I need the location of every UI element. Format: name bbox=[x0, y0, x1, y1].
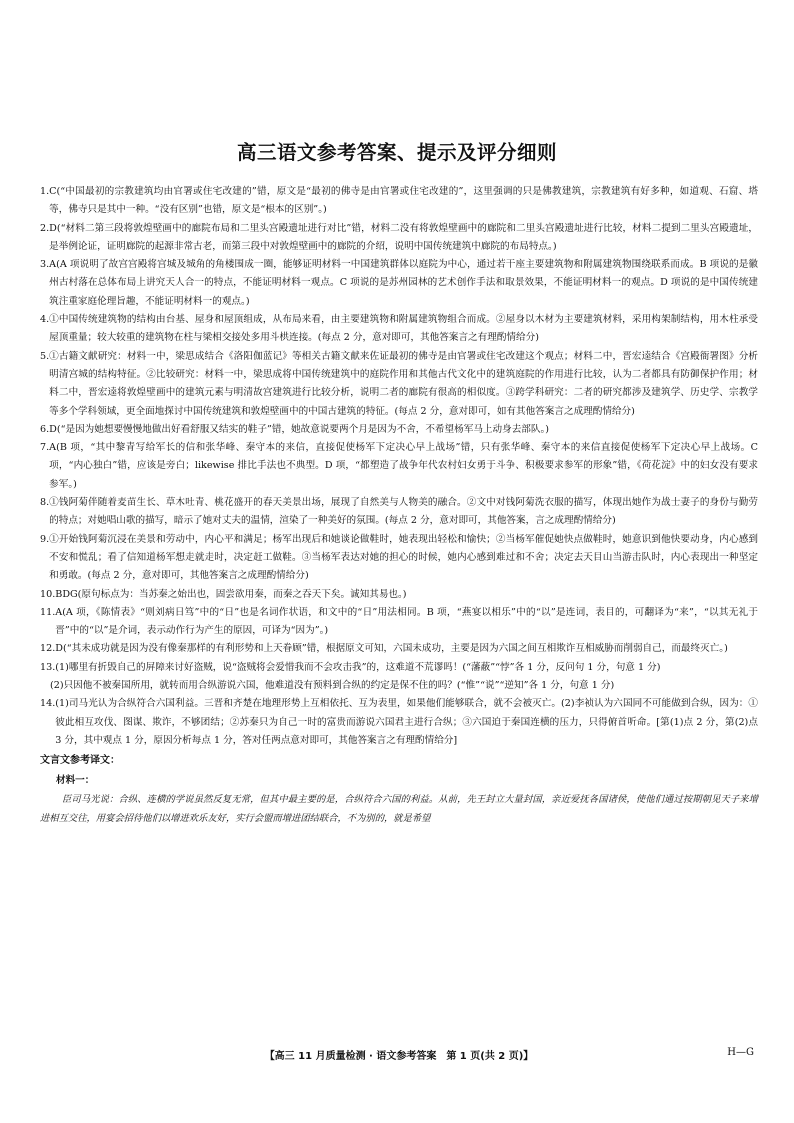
item-number: 10. bbox=[40, 588, 56, 600]
answer-item bbox=[40, 531, 758, 586]
item-number: 4. bbox=[40, 314, 50, 326]
item-text: (1)司马光认为合纵符合六国利益。三晋和齐楚在地理形势上互相依托、互为表里，如果他们能够联合，就不会被灭亡。(2)李祯认为六国同不可能做到合纵，因为：①彼此相互攻伐、图谋、欺诈，不够团结；②苏秦只为自己一时的富贵而游说六国君主进行合纵；③六国迫于秦国连横的压力，只得俯首听命。[第(1)点 2 分，第(2)点 3 分，其中观点 1 分，原因分析每点 1 分，答对任两点意对即可，其他答案言之有理酌情给分] bbox=[55, 698, 758, 746]
answer-item bbox=[40, 586, 758, 604]
answer-item bbox=[40, 183, 758, 220]
item-number: 11. bbox=[40, 606, 56, 618]
answer-item bbox=[40, 220, 758, 257]
answer-item bbox=[40, 494, 758, 531]
item-number: 3. bbox=[40, 259, 50, 271]
footer-page-info: 【高三 11 月质量检测 · 语文参考答案 第 1 页(共 2 页)】 bbox=[264, 1051, 534, 1062]
item-text: (1)哪里有折毁自己的屏障来讨好盗贼，说“盗贼将会爱惜我而不会攻击我”的，这难道不荒谬吗！(“藩蔽”“悖”各 1 分，反问句 1 分，句意 1 分) bbox=[55, 661, 661, 673]
footer-code: H—G bbox=[727, 1047, 754, 1058]
item-text: D(“其未成功就是因为没有像秦那样的有利形势和上天眷顾”错，根据原文可知，六国未成功，主要是因为六国之间互相欺诈互相威胁而削弱自己，而最终灭亡。) bbox=[55, 643, 728, 655]
answer-item bbox=[40, 311, 758, 348]
item-number: 9. bbox=[40, 533, 50, 545]
translation-paragraph: 臣司马光说：合纵、连横的学说虽然反复无常，但其中最主要的是，合纵符合六国的利益。从前，先王封立大量封国，亲近爱抚各国诸侯，使他们通过按期朝见天子来增进相互交往，用宴会招待他们以增进欢乐友好，实行会盟而增进团结联合，不为别的，就是希望 bbox=[40, 794, 758, 825]
item-number: 12. bbox=[40, 643, 56, 655]
item-number: 5. bbox=[40, 350, 50, 362]
item-text: ①古籍文献研究：材料一中，梁思成结合《洛阳伽蓝记》等相关古籍文献来佐证最初的佛寺是由官署或住宅改建这个观点；材料二中，晋宏逵结合《宫殿衙署图》分析明清宫城的结构特征。②比较研究：材料一中，梁思成将中国传统建筑中的庭院作用和其他古代文化中的建筑庭院的作用进行比较，认为二者都具有防御保护作用；材料二中，晋宏逵将敦煌壁画中的建筑元素与明清故宫建筑进行比较分析，说明二者的廊院有很高的相似度。③跨学科研究：二者的研究都涉及建筑学、历史学、宗教学等多个学科领域，更全面地探讨中国传统建筑和敦煌壁画中的中国古建筑的特征。(每点 2 分，意对即可，如有其他答案言之成理酌情给分) bbox=[49, 350, 758, 417]
answer-item bbox=[40, 604, 758, 641]
item-number: 14. bbox=[40, 698, 56, 710]
item-text: BDG(原句标点为：当苏秦之始出也，固尝欲用秦，而秦之吞天下矣。诚知其易也。) bbox=[55, 588, 407, 600]
item-text: C(“中国最初的宗教建筑均由官署或住宅改建的”错，原文是“最初的佛寺是由官署或住宅改建的”，这里强调的只是佛教建筑，宗教建筑有好多种，如道观、石窟、塔等，佛寺只是其中一种。“没有区别”也错，原文是“根本的区别”。) bbox=[49, 186, 758, 216]
item-text: D(“材料二第三段将敦煌壁画中的廊院布局和二里头宫殿遗址进行对比”错，材料二没有将敦煌壁画中的廊院和二里头宫殿遗址进行比较，材料二提到二里头宫殿遗址，是举例论证，证明廊院的起源非常古老，而第三段中对敦煌壁画中的廊院的介绍，说明中国传统建筑中廊院的布局特点。) bbox=[49, 222, 758, 252]
item-text: D(“是因为她想要慢慢地做出好看舒服又结实的鞋子”错，她故意说要两个月是因为不舍，不希望杨军马上动身去部队。) bbox=[49, 423, 550, 435]
page-footer bbox=[40, 1047, 758, 1065]
item-text: ①中国传统建筑物的结构由台基、屋身和屋顶组成，从布局来看，由主要建筑物和附属建筑物组合而成。②屋身以木材为主要建筑材料，采用构架制结构，用木柱承受屋顶重量；较大较重的建筑物在柱与梁相交接处多用斗栱连接。(每点 2 分，意对即可，其他答案言之有理酌情给分) bbox=[49, 314, 758, 344]
item-text: A(A 项，《陈情表》“则刘病日笃”中的“日”也是名词作状语，和文中的“日”用法相同。B 项，“燕宴以相乐”中的“以”是连词，表目的，可翻译为“来”，“以其无礼于晋”中的“以”是介词，表示动作行为产生的原因，可译为“因为”。) bbox=[55, 606, 758, 637]
answer-subitem: (2)只因他不被秦国所用，就转而用合纵游说六国，他难道没有预料到合纵的约定是保不住的吗？(“惟”“说”“逆知”各 1 分，句意 1 分) bbox=[50, 680, 615, 692]
page-title: 高三语文参考答案、提示及评分细则 bbox=[236, 141, 557, 164]
item-text: ①开始钱阿菊沉浸在美景和劳动中，内心平和满足；杨军出现后和她谈论做鞋时，她表现出轻松和愉快；②当杨军催促她快点做鞋时，她意识到他快要动身，内心感到不安和慌乱；看了信知道杨军想走就走时，决定赶工做鞋。③当杨军表达对她的担心的时候，她内心感到难过和不舍；决定去天目山当游击队时，内心表现出一种坚定和勇敢。(每点 2 分，意对即可，其他答案言之成理酌情给分) bbox=[49, 533, 758, 582]
answer-item bbox=[40, 695, 758, 750]
item-text: ①钱阿菊伴随着麦苗生长、草木吐青、桃花盛开的春天美景出场，展现了自然美与人物美的融合。②文中对钱阿菊洗衣服的描写，体现出她作为战士妻子的身份与勤劳的特点；对她唱山歌的描写，暗示了她对丈夫的温情，渲染了一种美好的氛围。(每点 2 分，意对即可，其他答案，言之成理酌情给分) bbox=[49, 497, 758, 527]
item-number: 8. bbox=[40, 497, 50, 509]
answer-item bbox=[40, 659, 758, 677]
answer-list bbox=[40, 183, 758, 828]
answer-item bbox=[40, 348, 758, 421]
item-number: 13. bbox=[40, 661, 56, 673]
answer-item bbox=[40, 256, 758, 311]
answer-item bbox=[40, 640, 758, 658]
item-number: 1. bbox=[40, 186, 50, 197]
material-label: 材料一： bbox=[56, 775, 95, 787]
item-number: 2. bbox=[40, 222, 50, 234]
answer-item bbox=[40, 439, 758, 494]
item-text: A(B 项，“其中黎青写给军长的信和张华峰、秦守本的来信，直接促使杨军下定决心早上战场”错，只有张华峰、秦守本的来信直接促使杨军下定决心早上战场。C 项，“内心独白”错，应该是旁白；likewise 排比手法也不典型。D 项，“都塑造了战争年代农村妇女勇于斗争、积极要求参军的形象”错，《荷花淀》中的妇女没有要求参军。) bbox=[49, 442, 758, 490]
item-number: 6. bbox=[40, 423, 50, 435]
item-text: A(A 项说明了故宫宫殿将宫城及城角的角楼围成一圈，能够证明材料一中国建筑群体以庭院为中心，通过若干座主要建筑物和附属建筑物围绕联系而成。B 项说的是徽州古村落在总体布局上讲究天人合一的特点，不能证明材料一观点。C 项说的是苏州园林的艺术创作手法和取景效果，不能证明材料一的观点。D 项说的是中国传统建筑注重家庭伦理旨趣，不能证明材料一的观点。) bbox=[49, 259, 758, 307]
item-number: 7. bbox=[40, 442, 50, 454]
translation-heading: 文言文参考译文： bbox=[40, 755, 120, 767]
answer-item bbox=[40, 421, 758, 439]
